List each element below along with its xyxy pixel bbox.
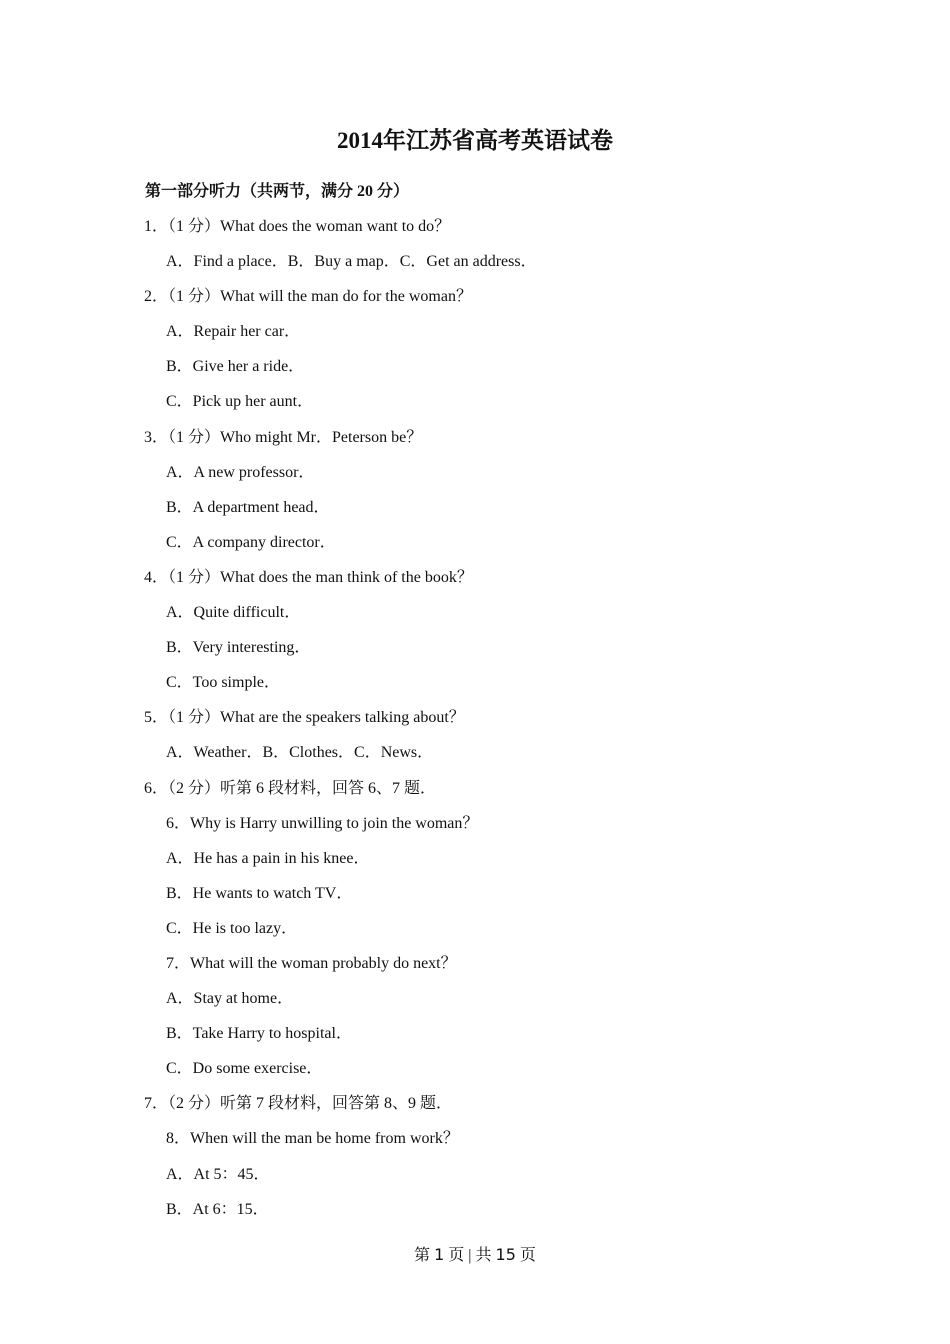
option-line: A．Stay at home． (166, 990, 294, 1008)
question-line: 4．（1 分）What does the man think of the book？ (144, 568, 473, 586)
option-line: A．Weather．B．Clothes．C．News． (166, 744, 434, 762)
option-line: B．Very interesting． (166, 639, 311, 657)
question-line: 1．（1 分）What does the woman want to do？ (144, 218, 451, 235)
sub-question-line: 6．Why is Harry unwilling to join the woman？ (166, 814, 479, 832)
question-line: 7．（2 分）听第 7 段材料，回答第 8、9 题． (144, 1095, 453, 1113)
option-line: C．A company director． (166, 533, 336, 551)
option-line: A．Find a place．B．Buy a map．C．Get an address． (166, 253, 537, 271)
option-line: A．At 5：45． (166, 1165, 270, 1183)
option-line: C．Do some exercise． (166, 1060, 323, 1078)
option-line: C．Too simple． (166, 674, 280, 692)
option-line: B．He wants to watch TV． (166, 884, 353, 902)
question-list (0, 215, 950, 1233)
sub-question-line: 7．What will the woman probably do next？ (166, 954, 457, 972)
option-line: B．At 6：15． (166, 1200, 269, 1218)
question-line: 5．（1 分）What are the speakers talking about？ (144, 709, 465, 727)
page-title: 2014年江苏省高考英语试卷 (337, 128, 613, 153)
question-line: 3．（1 分）Who might Mr．Peterson be？ (144, 428, 423, 446)
option-line: A．Quite difficult． (166, 604, 301, 622)
option-line: A．Repair her car． (166, 323, 301, 341)
option-line: B．Give her a ride． (166, 358, 305, 376)
option-line: C．Pick up her aunt． (166, 393, 314, 411)
question-line: 2．（1 分）What will the man do for the woman？ (144, 288, 472, 306)
footer-middle: 页 | 共 (444, 1247, 496, 1264)
option-line: A．He has a pain in his knee． (166, 849, 370, 867)
footer-prefix: 第 (414, 1247, 435, 1264)
option-line: B．A department head． (166, 498, 330, 516)
option-line: C．He is too lazy． (166, 919, 298, 937)
page-footer (0, 1243, 950, 1268)
footer-suffix: 页 (515, 1247, 536, 1264)
option-line: A．A new professor． (166, 463, 315, 481)
sub-question-line: 8．When will the man be home from work？ (166, 1130, 459, 1148)
current-page-number: 1 (434, 1245, 445, 1264)
section-heading: 第一部分听力（共两节，满分 20 分） (145, 183, 410, 200)
option-line: B．Take Harry to hospital． (166, 1025, 352, 1043)
question-line: 6．（2 分）听第 6 段材料，回答 6、7 题． (144, 779, 437, 797)
total-page-count: 15 (495, 1245, 516, 1264)
